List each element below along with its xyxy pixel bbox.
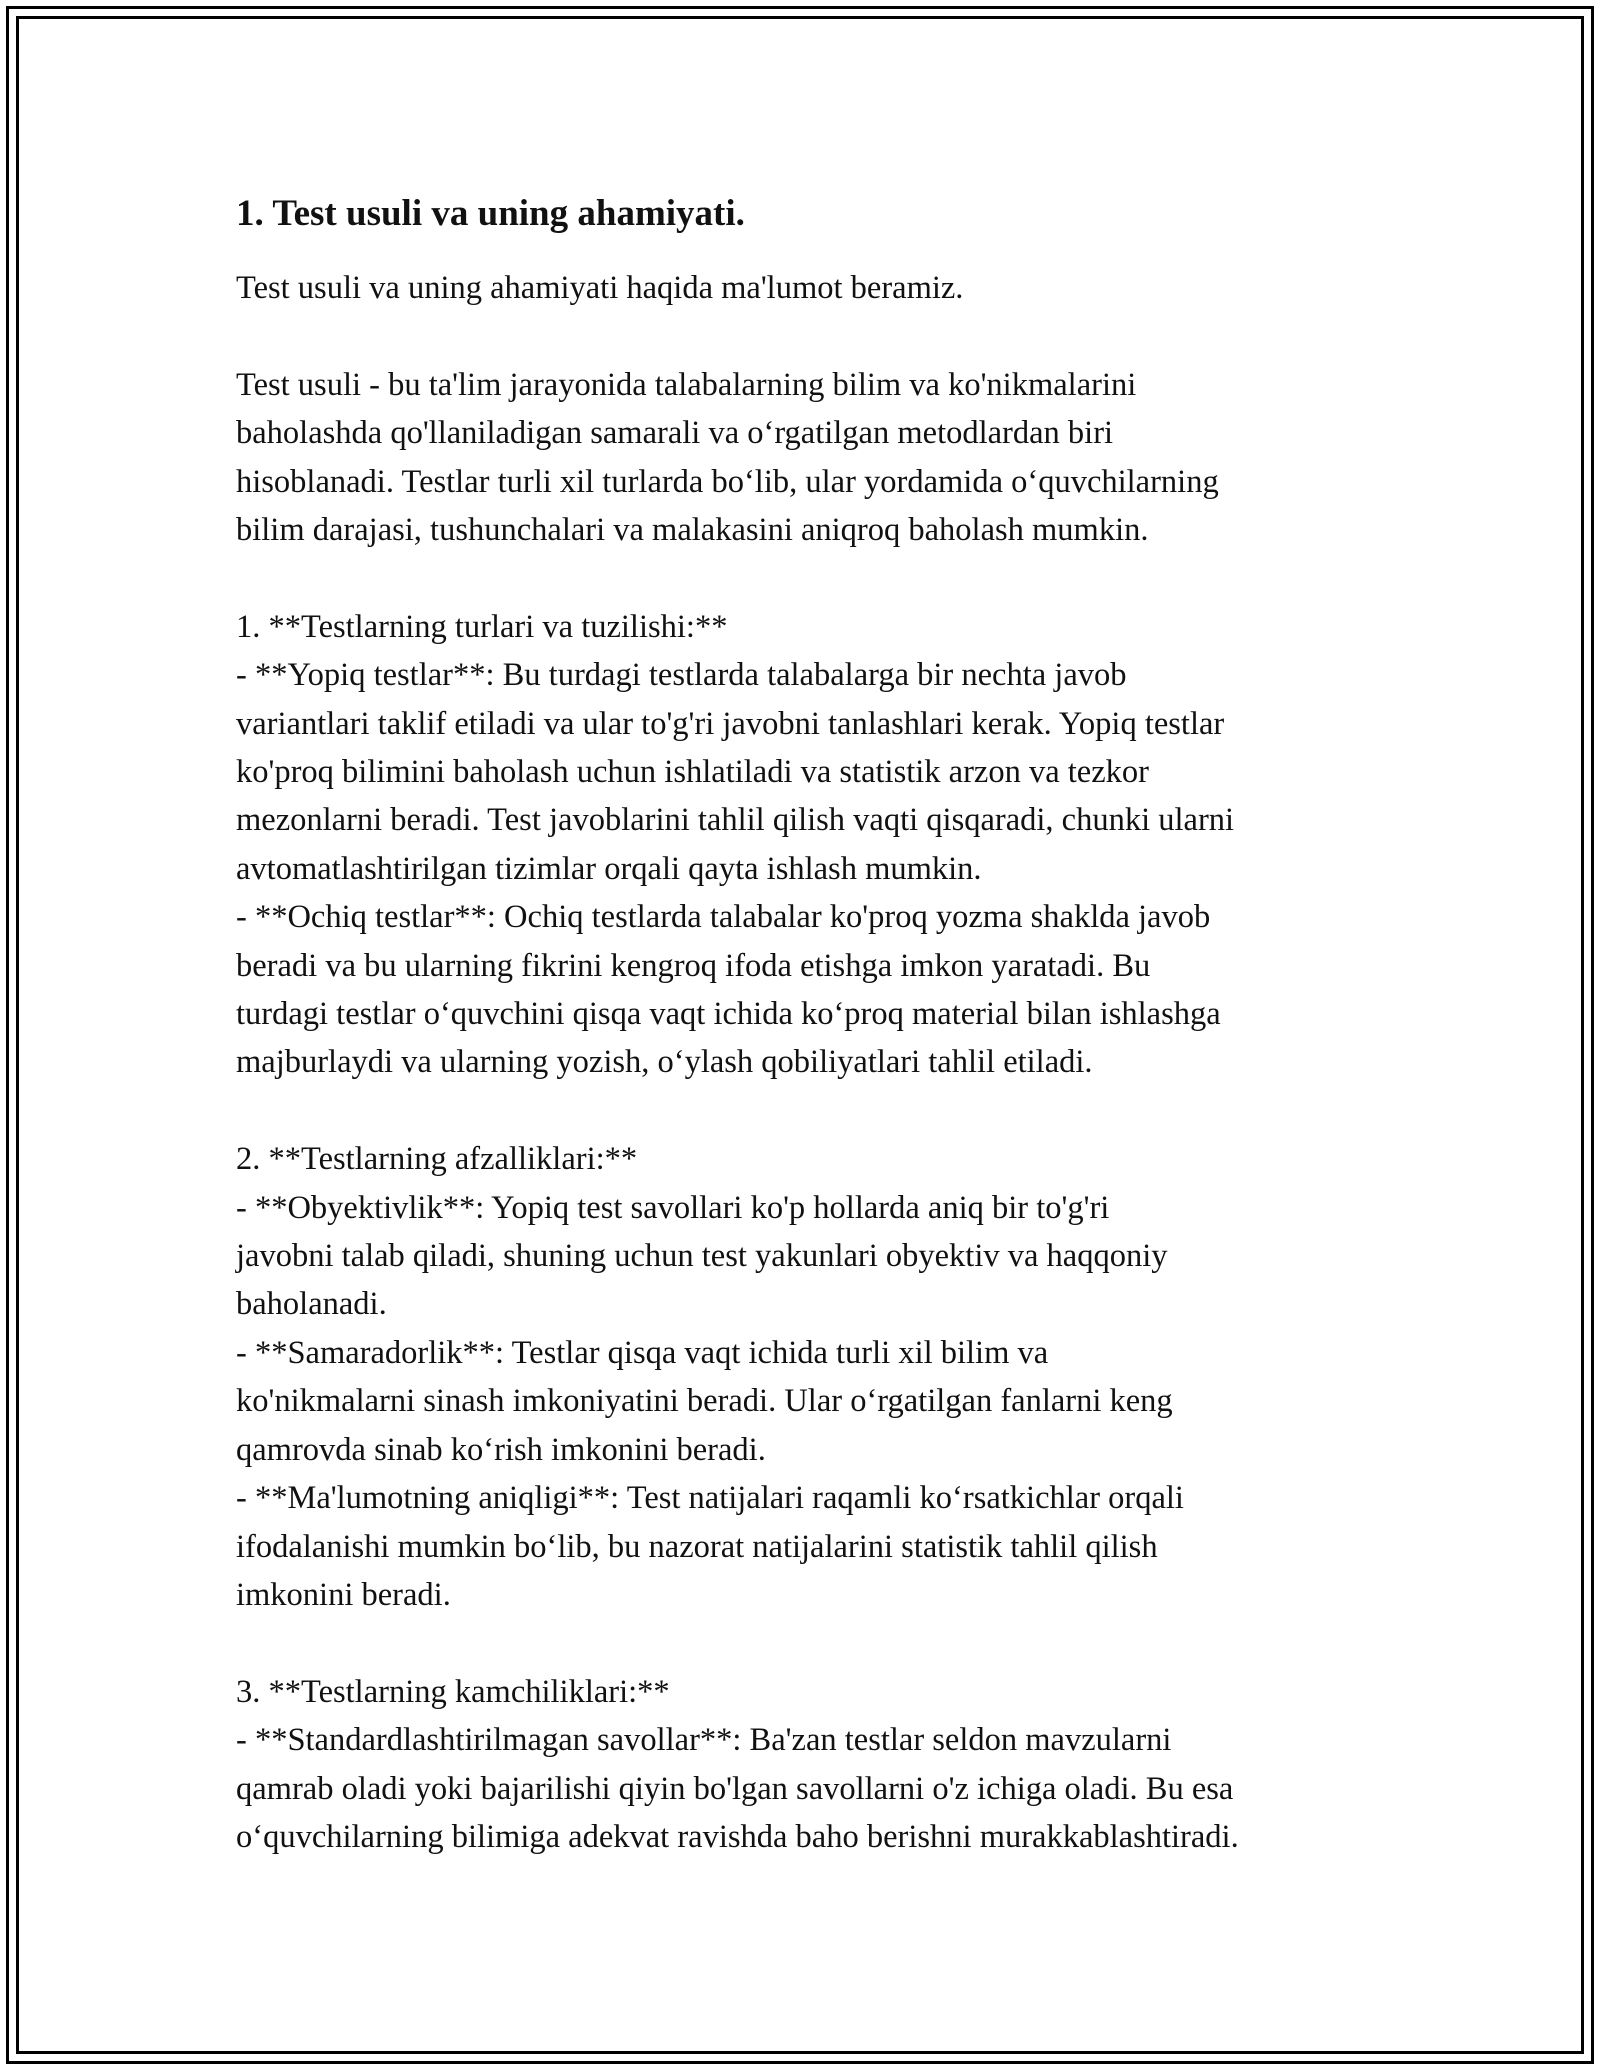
paragraph-gap [236, 312, 1396, 360]
section-test-types: 1. **Testlarning turlari va tuzilishi:** - **Yopiq testlar**: Bu turdagi testlarda talabalarga bir nechta javob variantlari taklif etiladi va ular to'g'ri javobni tanlashlari kerak. Yopiq testlar ko'proq bilimini baholash uchun ishlatiladi va statistik arzon va tezkor mezonlarni beradi. Test javoblarini tahlil qilish vaqti qisqaradi, chunki ularni avtomatlashtirilgan tizimlar orqali qayta ishlash mumkin. - **Ochiq testlar**: Ochiq testlarda talabalar ko'proq yozma shaklda javob beradi va bu ularning fikrini kengroq ifoda etishga imkon yaratadi. Bu turdagi testlar o‘quvchini qisqa vaqt ichida ko‘proq material bilan ishlashga majburlaydi va ularning yozish, o‘ylash qobiliyatlari tahlil etiladi. [236, 608, 1235, 1081]
definition-paragraph: Test usuli - bu ta'lim jarayonida talabalarning bilim va ko'nikmalarini baholashda qo'llaniladigan samarali va o‘rgatilgan metodlardan biri hisoblanadi. Testlar turli xil turlarda bo‘lib, ular yordamida o‘quvchilarning bilim darajasi, tushunchalari va malakasini aniqroq baholash mumkin. [236, 366, 1219, 549]
document-title: 1. Test usuli va uning ahamiyati. [236, 193, 745, 234]
paragraph-gap [236, 1087, 1396, 1135]
section-disadvantages: 3. **Testlarning kamchiliklari:** - **Standardlashtirilmagan savollar**: Ba'zan testlar seldon mavzularni qamrab oladi yoki bajarilishi qiyin bo'lgan savollarni o'z ichiga oladi. Bu esa o‘quvchilarning bilimiga adekvat ravishda baho berishni murakkablashtiradi. [236, 1673, 1239, 1855]
section-advantages: 2. **Testlarning afzalliklari:** - **Obyektivlik**: Yopiq test savollari ko'p hollarda aniq bir to'g'ri javobni talab qiladi, shuning uchun test yakunlari obyektiv va haqqoniy baholanadi. - **Samaradorlik**: Testlar qisqa vaqt ichida turli xil bilim va ko'nikmalarni sinash imkoniyatini beradi. Ular o‘rgatilgan fanlarni keng qamrovda sinab ko‘rish imkonini beradi. - **Ma'lumotning aniqligi**: Test natijalari raqamli ko‘rsatkichlar orqali ifodalanishi mumkin bo‘lib, bu nazorat natijalarini statistik tahlil qilish imkonini beradi. [236, 1141, 1184, 1613]
paragraph-gap [236, 1619, 1396, 1667]
document-body [236, 186, 1396, 1861]
intro-paragraph: Test usuli va uning ahamiyati haqida ma'lumot beramiz. [236, 270, 964, 306]
paragraph-gap [236, 554, 1396, 602]
